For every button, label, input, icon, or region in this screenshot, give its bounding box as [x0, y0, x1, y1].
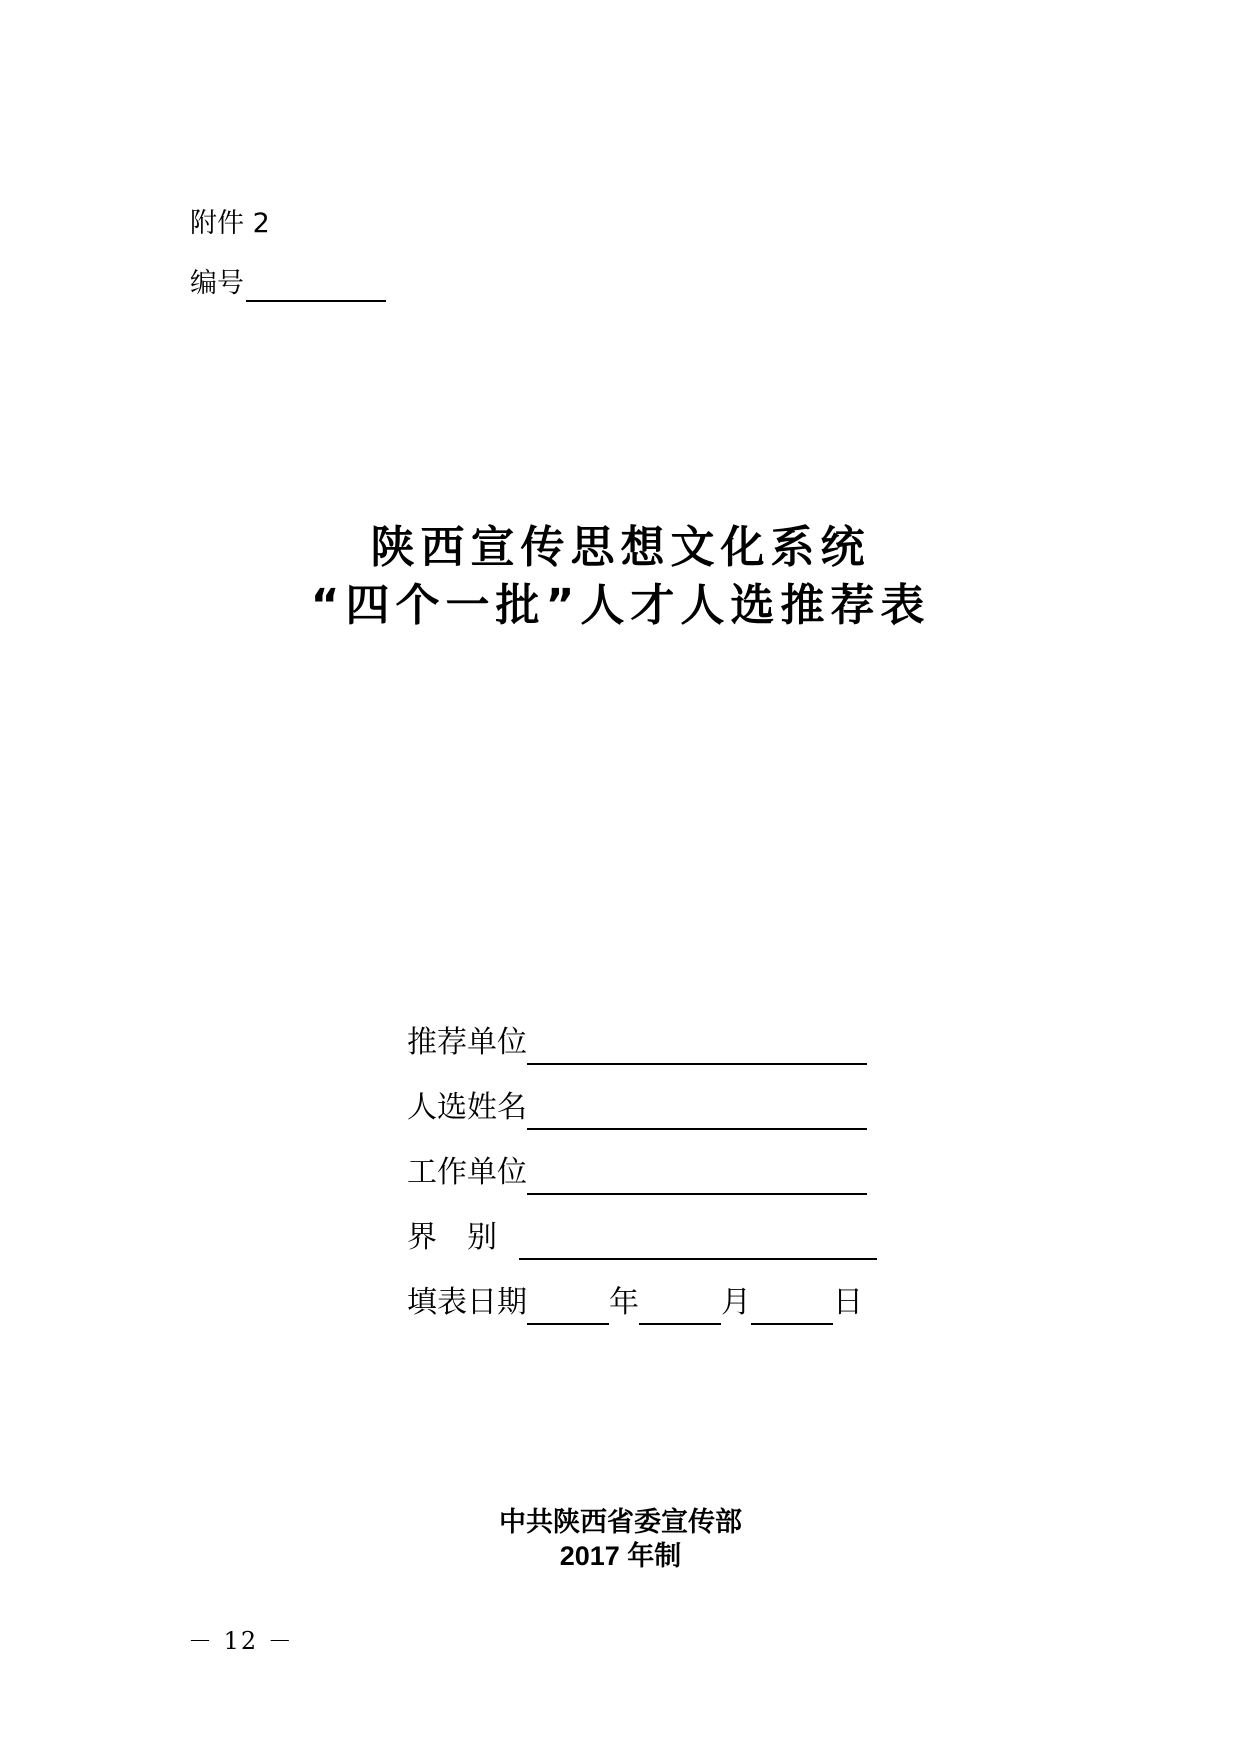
issuing-organization: 中共陕西省委宣传部	[499, 1507, 742, 1537]
fill-date-row	[407, 1281, 863, 1325]
page-number: － 12 －	[188, 1627, 294, 1655]
day-blank[interactable]	[751, 1289, 833, 1325]
year-label: 年	[609, 1285, 639, 1320]
candidate-name-blank[interactable]	[527, 1094, 867, 1130]
fill-date-label: 填表日期	[407, 1285, 527, 1320]
recommending-unit-row	[407, 1021, 867, 1065]
month-label: 月	[721, 1285, 751, 1320]
title-line-1: 陕西宣传思想文化系统	[370, 522, 871, 573]
work-unit-blank[interactable]	[527, 1159, 867, 1195]
recommending-unit-blank[interactable]	[527, 1029, 867, 1065]
serial-number-blank[interactable]	[246, 270, 386, 302]
work-unit-label: 工作单位	[407, 1155, 527, 1190]
sector-label-second-char: 别	[467, 1220, 497, 1255]
sector-row	[407, 1216, 877, 1260]
month-blank[interactable]	[639, 1289, 721, 1325]
candidate-name-row	[407, 1086, 867, 1130]
day-label: 日	[833, 1285, 863, 1320]
issue-year: 2017 年制	[559, 1541, 682, 1571]
work-unit-row	[407, 1151, 867, 1195]
sector-label-first-char: 界	[407, 1220, 437, 1255]
sector-blank[interactable]	[519, 1224, 877, 1260]
recommending-unit-label: 推荐单位	[407, 1025, 527, 1060]
attachment-label: 附件 2	[190, 208, 270, 239]
title-line-2: “四个一批”人才人选推荐表	[310, 580, 931, 631]
serial-number-row	[190, 266, 386, 302]
year-blank[interactable]	[527, 1289, 609, 1325]
candidate-name-label: 人选姓名	[407, 1090, 527, 1125]
serial-number-label: 编号	[190, 268, 244, 299]
